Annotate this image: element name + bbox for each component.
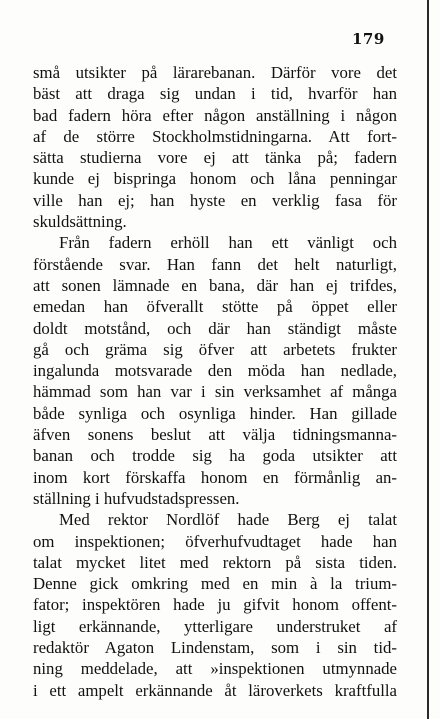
text-line: små utsikter på lärarebanan. Därför vore det bbox=[33, 63, 397, 82]
text-line: kunde ej bispringa honom och låna penningar bbox=[33, 169, 397, 189]
text-line: ingalunda motsvarade den möda han nedlade, bbox=[33, 361, 397, 381]
text-line: att sonen lämnade en bana, där han ej trifdes, bbox=[33, 275, 397, 295]
text-line: ning meddelade, att »inspektionen utmynnade bbox=[33, 659, 397, 679]
text-line: af de större Stockholmstidningarna. Att fort- bbox=[33, 126, 397, 146]
text-line: Från fadern erhöll han ett vänligt och bbox=[59, 233, 397, 253]
body-text bbox=[33, 62, 397, 701]
text-line: ställning i hufvudstadspressen. bbox=[33, 488, 240, 508]
text-line: fator; inspektören hade ju gifvit honom offent- bbox=[33, 595, 397, 615]
text-line: Denne gick omkring med en min à la trium- bbox=[33, 574, 397, 594]
text-line: Med rektor Nordlöf hade Berg ej talat bbox=[59, 510, 397, 530]
text-line: både synliga och osynliga hinder. Han gillade bbox=[33, 403, 397, 423]
text-line: äfven sonens beslut att välja tidningsmanna- bbox=[33, 425, 397, 445]
text-line: doldt motstånd, och där han ständigt måste bbox=[33, 318, 397, 338]
page-edge-rule bbox=[427, 0, 429, 719]
text-line: gå och gräma sig öfver att arbetets frukter bbox=[33, 339, 397, 359]
text-line: skuldsättning. bbox=[33, 212, 127, 232]
text-line: förstående svar. Han fann det helt naturligt, bbox=[33, 254, 397, 274]
text-line: ville han ej; han hyste en verklig fasa för bbox=[33, 190, 397, 210]
text-line: redaktör Agaton Lindenstam, som i sin tid- bbox=[33, 638, 397, 658]
text-line: talat mycket litet med rektorn på sista tiden. bbox=[33, 552, 397, 572]
text-line: inom kort förskaffa honom en förmånlig an- bbox=[33, 467, 397, 487]
text-line: bad fadern höra efter någon anställning i någon bbox=[33, 105, 397, 125]
text-line: ligt erkännande, ytterligare understruket af bbox=[33, 616, 397, 636]
text-line: i ett ampelt erkännande åt läroverkets kraftfulla bbox=[33, 680, 397, 700]
text-line: emedan han öfverallt stötte på öppet eller bbox=[33, 297, 397, 317]
text-line: banan och trodde sig ha goda utsikter att bbox=[33, 446, 397, 466]
page-number: 179 bbox=[352, 30, 385, 48]
text-line: hämmad som han var i sin verksamhet af många bbox=[33, 382, 397, 402]
text-line: bäst att draga sig undan i tid, hvarför han bbox=[33, 84, 397, 104]
text-line: sätta studierna vore ej att tänka på; fadern bbox=[33, 148, 397, 168]
text-line: om inspektionen; öfverhufvudtaget hade han bbox=[33, 531, 397, 551]
